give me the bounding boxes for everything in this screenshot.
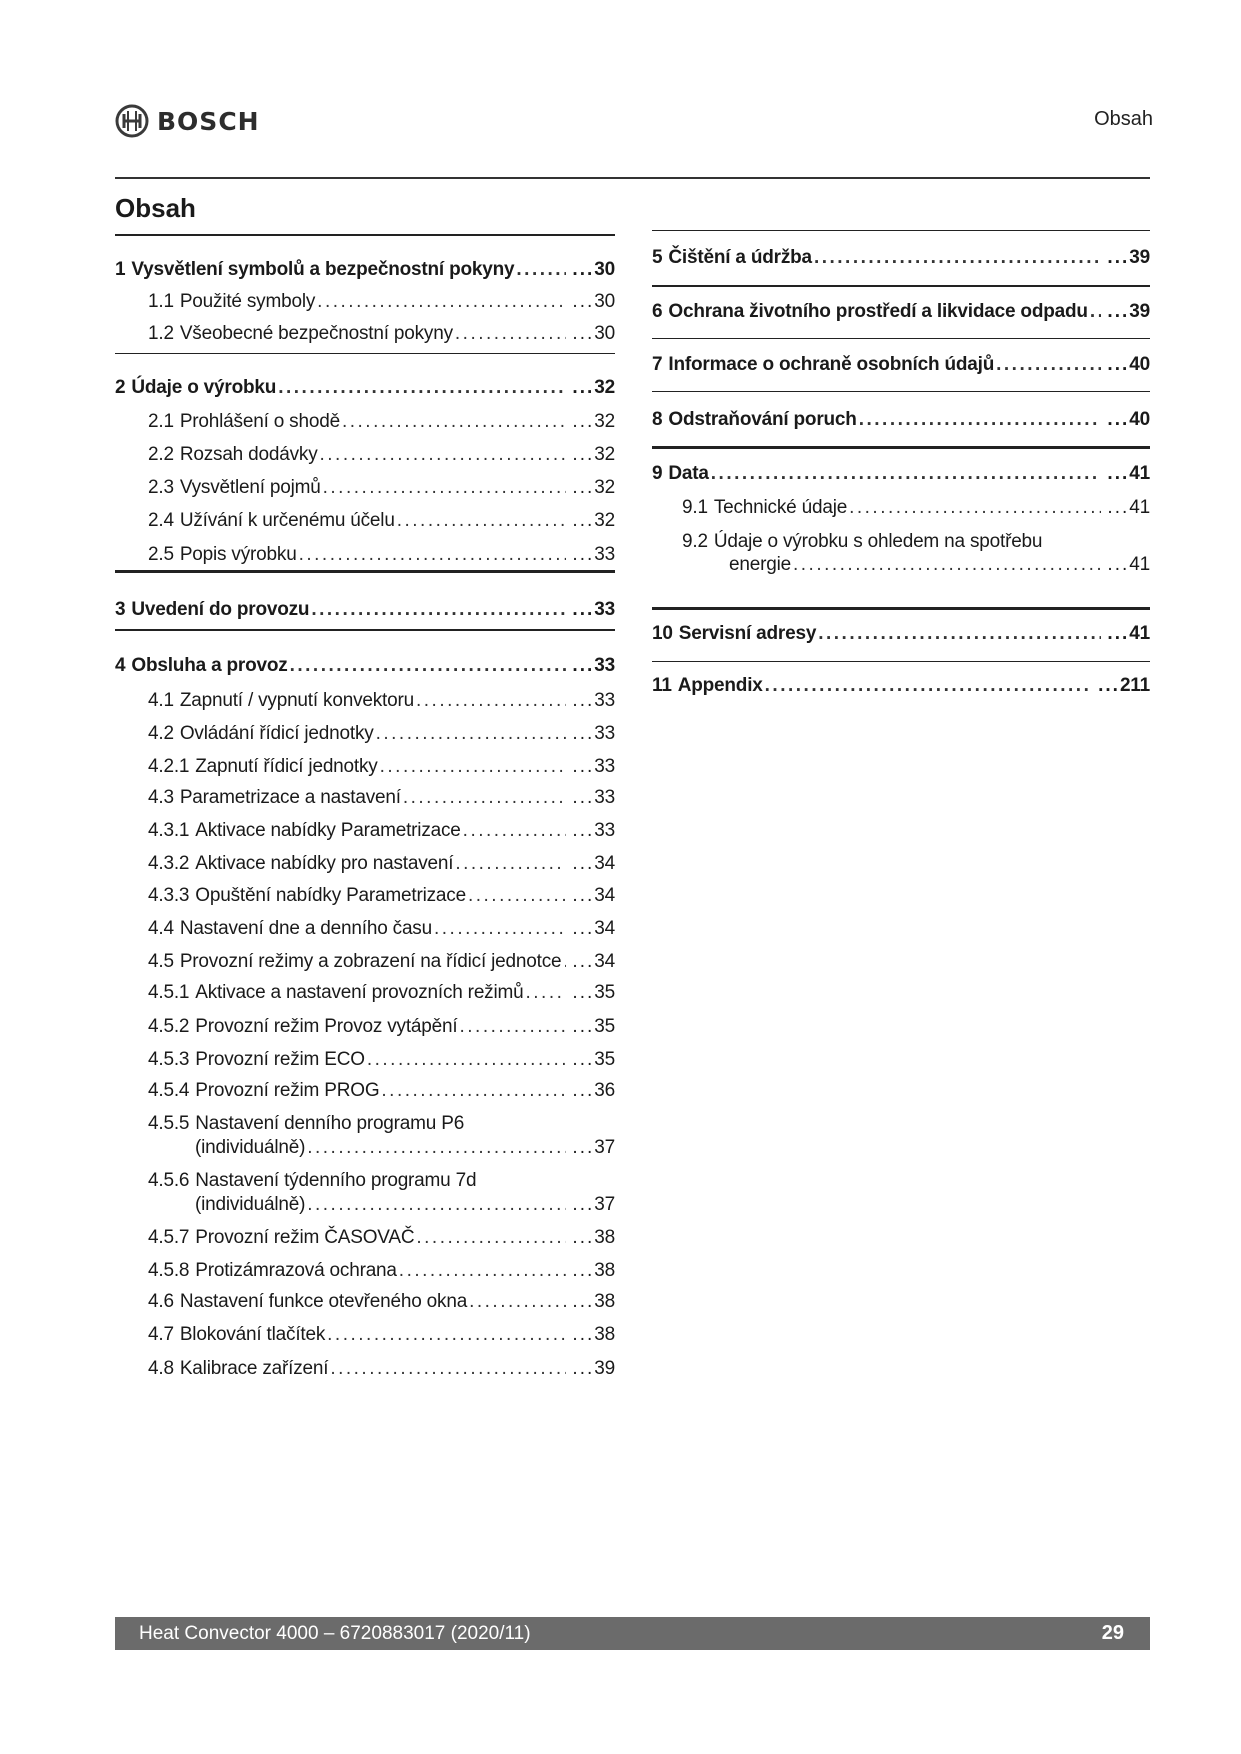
toc-entry[interactable] (148, 1079, 615, 1103)
toc-entry-number: 4.3.2 (148, 853, 190, 874)
toc-entry-title: Užívání k určenému účelu (179, 510, 395, 531)
toc-entry-title: Servisní adresy (678, 623, 817, 644)
toc-entry-title: Nastavení dne a denního času (179, 918, 432, 939)
toc-entry-page: 32 (594, 411, 615, 432)
toc-entry-title: Zapnutí / vypnutí konvektoru (179, 690, 414, 711)
toc-entry-title: Blokování tlačítek (179, 1324, 326, 1345)
toc-entry-title: Čištění a údržba (668, 247, 812, 268)
page-prefix: ... (572, 853, 595, 874)
toc-entry[interactable] (148, 1290, 615, 1314)
page-prefix: ... (572, 477, 595, 498)
toc-entry-title: Appendix (677, 675, 763, 696)
page-prefix: ... (572, 1291, 595, 1312)
page-prefix: ... (572, 951, 595, 972)
toc-entry-number: 10 (652, 623, 673, 644)
toc-entry-title: Provozní režim Provoz vytápění (195, 1016, 458, 1037)
bosch-armature-icon (115, 104, 149, 138)
page-prefix: ... (572, 377, 595, 398)
toc-entry-number: 4.5.8 (148, 1260, 190, 1281)
section-rule (652, 607, 1150, 610)
toc-entry-page: 32 (594, 510, 615, 531)
toc-entry-title: Provozní režimy a zobrazení na řídicí jednotce (179, 951, 562, 972)
toc-entry-number: 2.1 (148, 411, 174, 432)
page-prefix: ... (572, 544, 595, 565)
toc-entry-page: 41 (1129, 463, 1150, 484)
dot-leader (307, 1136, 566, 1160)
toc-entry-page: 32 (594, 477, 615, 498)
toc-entry-number: 1.1 (148, 291, 174, 312)
toc-entry[interactable] (148, 1015, 615, 1039)
toc-entry-title: Vysvětlení pojmů (179, 477, 321, 498)
dot-leader (330, 1357, 566, 1381)
dot-leader (327, 1323, 566, 1347)
toc-entry-number: 4.8 (148, 1358, 174, 1379)
toc-entry[interactable] (148, 819, 615, 843)
toc-entry-page: 38 (594, 1324, 615, 1345)
toc-entry-number: 4.1 (148, 690, 174, 711)
page-prefix: ... (572, 1358, 595, 1379)
dot-leader (380, 755, 567, 779)
brand-name: BOSCH (157, 106, 260, 136)
page-prefix: ... (572, 1260, 595, 1281)
toc-entry-title: Kalibrace zařízení (179, 1358, 329, 1379)
toc-left-column (115, 236, 615, 1396)
toc-entry-number: 9.1 (682, 497, 708, 518)
section-rule (652, 391, 1150, 392)
toc-entry[interactable] (148, 1226, 615, 1250)
toc-entry[interactable] (148, 981, 615, 1005)
toc-entry-title-continued: (individuálně) (195, 1137, 306, 1158)
toc-entry[interactable] (148, 852, 615, 876)
dot-leader (299, 543, 567, 567)
toc-entry-number: 4.5.4 (148, 1080, 190, 1101)
toc-entry[interactable] (652, 408, 1150, 432)
toc-entry[interactable] (148, 1323, 615, 1347)
toc-entry[interactable] (115, 376, 615, 400)
section-rule (115, 629, 615, 631)
toc-entry-number: 4.5.2 (148, 1016, 190, 1037)
toc-entry-number: 4.5.7 (148, 1227, 190, 1248)
dot-leader (463, 819, 567, 843)
toc-entry-number: 4 (115, 655, 126, 676)
toc-entry-title: Nastavení denního programu P6 (195, 1113, 465, 1134)
toc-entry-page: 40 (1129, 354, 1150, 375)
toc-entry[interactable] (148, 543, 615, 567)
toc-entry-page: 39 (1129, 247, 1150, 268)
toc-entry-title: Provozní režim PROG (195, 1080, 380, 1101)
toc-entry[interactable] (148, 786, 615, 810)
dot-leader (996, 353, 1101, 377)
page-prefix: ... (572, 444, 595, 465)
toc-entry[interactable] (148, 1357, 615, 1381)
toc-entry-number: 4.5 (148, 951, 174, 972)
toc-entry-number: 2.3 (148, 477, 174, 498)
toc-entry-page: 41 (1129, 623, 1150, 644)
toc-entry-title: Technické údaje (713, 497, 848, 518)
dot-leader (818, 622, 1101, 646)
page-prefix: ... (1098, 675, 1120, 696)
toc-entry[interactable] (148, 917, 615, 941)
toc-entry-number: 4.3 (148, 787, 174, 808)
toc-entry[interactable] (148, 950, 615, 974)
toc-entry-page: 30 (594, 323, 615, 344)
toc-entry[interactable] (682, 496, 1150, 520)
toc-entry-title: Rozsah dodávky (179, 444, 318, 465)
footer-bar (115, 1617, 1150, 1650)
dot-leader (381, 1079, 566, 1103)
toc-entry-page: 33 (594, 544, 615, 565)
toc-entry-number: 7 (652, 354, 663, 375)
toc-entry-title: Provozní režim ČASOVAČ (195, 1227, 415, 1248)
toc-entry-page: 39 (1129, 301, 1150, 322)
toc-entry-title: Data (668, 463, 709, 484)
toc-entry[interactable] (148, 476, 615, 500)
toc-entry-number: 4.5.6 (148, 1170, 190, 1191)
toc-entry-title: Opuštění nabídky Parametrizace (195, 885, 466, 906)
toc-entry-page: 33 (594, 756, 615, 777)
toc-entry[interactable] (652, 300, 1150, 324)
section-rule (115, 353, 615, 354)
toc-entry-page: 33 (594, 690, 615, 711)
toc-entry-title: Nastavení funkce otevřeného okna (179, 1291, 468, 1312)
toc-entry-title: Uvedení do provozu (131, 599, 310, 620)
toc-entry-number: 9 (652, 463, 663, 484)
page-prefix: ... (1107, 247, 1130, 268)
dot-leader (849, 496, 1101, 520)
toc-entry-page: 33 (594, 599, 615, 620)
toc-entry-number: 1 (115, 259, 126, 280)
toc-right-column (652, 230, 1150, 700)
section-rule (115, 234, 615, 236)
toc-entry[interactable] (148, 509, 615, 533)
section-rule (652, 446, 1150, 449)
footer-page-number: 29 (1101, 1622, 1124, 1644)
toc-entry-page: 35 (594, 1049, 615, 1070)
dot-leader (765, 674, 1092, 698)
toc-entry-page: 39 (594, 1358, 615, 1379)
page-prefix: ... (1107, 354, 1130, 375)
toc-entry-page: 35 (594, 982, 615, 1003)
page-prefix: ... (572, 1194, 595, 1215)
toc-entry-number: 2.2 (148, 444, 174, 465)
dot-leader (455, 322, 567, 346)
section-rule (652, 661, 1150, 662)
dot-leader (468, 884, 566, 908)
toc-entry[interactable] (148, 722, 615, 746)
toc-entry-title: Informace o ochraně osobních údajů (668, 354, 995, 375)
toc-entry-title: Aktivace nabídky pro nastavení (195, 853, 454, 874)
toc-entry[interactable] (652, 353, 1150, 377)
toc-entry-title-continued: energie (729, 554, 791, 575)
toc-entry-number: 4.5.5 (148, 1113, 190, 1134)
toc-entry-title: Odstraňování poruch (668, 409, 857, 430)
page-prefix: ... (572, 291, 595, 312)
toc-entry-number: 2 (115, 377, 126, 398)
page-prefix: ... (572, 820, 595, 841)
dot-leader (416, 689, 566, 713)
page-prefix: ... (572, 918, 595, 939)
toc-entry-title: Údaje o výrobku s ohledem na spotřebu (713, 531, 1043, 552)
page-prefix: ... (1107, 497, 1130, 518)
section-rule (652, 338, 1150, 339)
toc-entry[interactable] (115, 654, 615, 678)
dot-leader (563, 950, 566, 974)
toc-entry-title: Obsluha a provoz (131, 655, 288, 676)
page-prefix: ... (572, 982, 595, 1003)
dot-leader (526, 981, 567, 1005)
dot-leader (367, 1048, 567, 1072)
toc-entry-page: 34 (594, 853, 615, 874)
dot-leader (278, 376, 566, 400)
header-section-title: Obsah (1094, 108, 1153, 130)
toc-entry[interactable] (148, 1259, 615, 1283)
page-prefix: ... (572, 690, 595, 711)
toc-entry[interactable] (115, 598, 615, 622)
toc-entry-number: 6 (652, 301, 663, 322)
page-prefix: ... (1107, 554, 1130, 575)
toc-entry[interactable] (148, 1048, 615, 1072)
dot-leader (342, 410, 566, 434)
toc-entry-number: 4.3.3 (148, 885, 190, 906)
page-prefix: ... (572, 259, 595, 280)
page-prefix: ... (572, 1137, 595, 1158)
toc-entry-title: Aktivace a nastavení provozních režimů (195, 982, 524, 1003)
toc-entry-number: 1.2 (148, 323, 174, 344)
toc-entry-page: 33 (594, 655, 615, 676)
dot-leader (416, 1226, 566, 1250)
section-rule (652, 230, 1150, 231)
toc-entry[interactable] (148, 1112, 615, 1136)
toc-entry[interactable] (148, 1169, 615, 1193)
page-prefix: ... (572, 756, 595, 777)
toc-entry-page: 32 (594, 377, 615, 398)
toc-entry[interactable] (652, 246, 1150, 270)
dot-leader (307, 1193, 566, 1217)
page-prefix: ... (572, 723, 595, 744)
page-prefix: ... (572, 1016, 595, 1037)
toc-entry[interactable] (652, 674, 1150, 698)
toc-entry[interactable] (115, 258, 615, 282)
dot-leader (399, 1259, 567, 1283)
toc-entry-title: Vysvětlení symbolů a bezpečnostní pokyny (131, 259, 515, 280)
toc-entry-page: 33 (594, 820, 615, 841)
page-prefix: ... (572, 1324, 595, 1345)
toc-entry-page: 35 (594, 1016, 615, 1037)
dot-leader (814, 246, 1101, 270)
page-prefix: ... (572, 323, 595, 344)
toc-entry-number: 4.2.1 (148, 756, 190, 777)
brand-logo (115, 104, 260, 138)
toc-entry-number: 2.5 (148, 544, 174, 565)
toc-entry-page: 36 (594, 1080, 615, 1101)
toc-entry-number: 9.2 (682, 531, 708, 552)
page-prefix: ... (572, 787, 595, 808)
toc-entry-title: Aktivace nabídky Parametrizace (195, 820, 461, 841)
toc-entry[interactable] (148, 410, 615, 434)
dot-leader (459, 1015, 566, 1039)
page-title: Obsah (115, 193, 196, 223)
toc-entry-page: 41 (1129, 554, 1150, 575)
toc-entry[interactable] (148, 322, 615, 346)
dot-leader (320, 443, 567, 467)
toc-entry-number: 4.5.3 (148, 1049, 190, 1070)
toc-entry-page: 34 (594, 951, 615, 972)
dot-leader (311, 598, 566, 622)
dot-leader (469, 1290, 566, 1314)
toc-entry-title: Prohlášení o shodě (179, 411, 340, 432)
toc-entry-page: 41 (1129, 497, 1150, 518)
page-prefix: ... (572, 885, 595, 906)
toc-entry-number: 8 (652, 409, 663, 430)
toc-entry-number: 4.2 (148, 723, 174, 744)
toc-entry-page: 33 (594, 723, 615, 744)
toc-entry[interactable] (148, 689, 615, 713)
toc-entry[interactable] (652, 462, 1150, 486)
header-rule (115, 177, 1150, 179)
toc-entry-page: 37 (594, 1194, 615, 1215)
toc-entry-title: Použité symboly (179, 291, 316, 312)
toc-entry-title-continued: (individuálně) (195, 1194, 306, 1215)
toc-entry-page: 34 (594, 885, 615, 906)
toc-entry-number: 2.4 (148, 510, 174, 531)
toc-entry-number: 4.6 (148, 1291, 174, 1312)
toc-entry[interactable] (652, 622, 1150, 646)
dot-leader (376, 722, 567, 746)
toc-entry-title: Parametrizace a nastavení (179, 787, 401, 808)
toc-entry-page: 30 (594, 259, 615, 280)
toc-entry-continuation[interactable] (195, 1193, 615, 1217)
dot-leader (403, 786, 567, 810)
toc-entry-number: 4.7 (148, 1324, 174, 1345)
toc-entry-number: 5 (652, 247, 663, 268)
dot-leader (455, 852, 566, 876)
toc-entry-page: 37 (594, 1137, 615, 1158)
toc-entry-title: Všeobecné bezpečnostní pokyny (179, 323, 453, 344)
toc-entry-page: 30 (594, 291, 615, 312)
toc-entry-title: Nastavení týdenního programu 7d (195, 1170, 477, 1191)
toc-entry-number: 4.3.1 (148, 820, 190, 841)
toc-entry[interactable] (148, 884, 615, 908)
toc-entry-title: Provozní režim ECO (195, 1049, 365, 1070)
toc-entry[interactable] (682, 530, 1150, 554)
page-prefix: ... (1107, 301, 1130, 322)
dot-leader (859, 408, 1102, 432)
toc-entry-page: 38 (594, 1260, 615, 1281)
toc-entry[interactable] (148, 290, 615, 314)
toc-entry-title: Protizámrazová ochrana (195, 1260, 397, 1281)
page-prefix: ... (572, 1049, 595, 1070)
page-prefix: ... (1107, 623, 1130, 644)
page-prefix: ... (572, 1227, 595, 1248)
toc-entry-number: 11 (652, 675, 672, 696)
toc-entry-page: 33 (594, 787, 615, 808)
toc-entry-number: 3 (115, 599, 126, 620)
page-prefix: ... (572, 599, 595, 620)
section-rule (652, 285, 1150, 287)
toc-entry-continuation[interactable] (729, 553, 1150, 577)
dot-leader (1090, 300, 1102, 324)
toc-entry-page: 32 (594, 444, 615, 465)
toc-entry[interactable] (148, 443, 615, 467)
toc-entry-title: Ovládání řídicí jednotky (179, 723, 374, 744)
section-rule (115, 570, 615, 573)
page-prefix: ... (1107, 463, 1130, 484)
toc-entry-title: Ochrana životního prostředí a likvidace odpadu (668, 301, 1088, 322)
page-prefix: ... (572, 411, 595, 432)
dot-leader (397, 509, 567, 533)
toc-entry-page: 211 (1119, 675, 1150, 696)
toc-entry-title: Popis výrobku (179, 544, 297, 565)
toc-entry-title: Údaje o výrobku (131, 377, 277, 398)
toc-entry-number: 4.4 (148, 918, 174, 939)
dot-leader (317, 290, 566, 314)
toc-entry-page: 40 (1129, 409, 1150, 430)
toc-entry-title: Zapnutí řídicí jednotky (195, 756, 378, 777)
toc-entry-page: 38 (594, 1227, 615, 1248)
toc-entry-number: 4.5.1 (148, 982, 190, 1003)
dot-leader (516, 258, 566, 282)
dot-leader (323, 476, 567, 500)
dot-leader (434, 917, 566, 941)
page-prefix: ... (1107, 409, 1130, 430)
toc-entry-page: 38 (594, 1291, 615, 1312)
footer-document-id: Heat Convector 4000 – 6720883017 (2020/11) (139, 1622, 531, 1644)
toc-entry[interactable] (148, 755, 615, 779)
page-prefix: ... (572, 510, 595, 531)
dot-leader (290, 654, 567, 678)
dot-leader (711, 462, 1102, 486)
toc-entry-page: 34 (594, 918, 615, 939)
page-prefix: ... (572, 1080, 595, 1101)
page-prefix: ... (572, 655, 595, 676)
toc-entry-continuation[interactable] (195, 1136, 615, 1160)
dot-leader (793, 553, 1101, 577)
